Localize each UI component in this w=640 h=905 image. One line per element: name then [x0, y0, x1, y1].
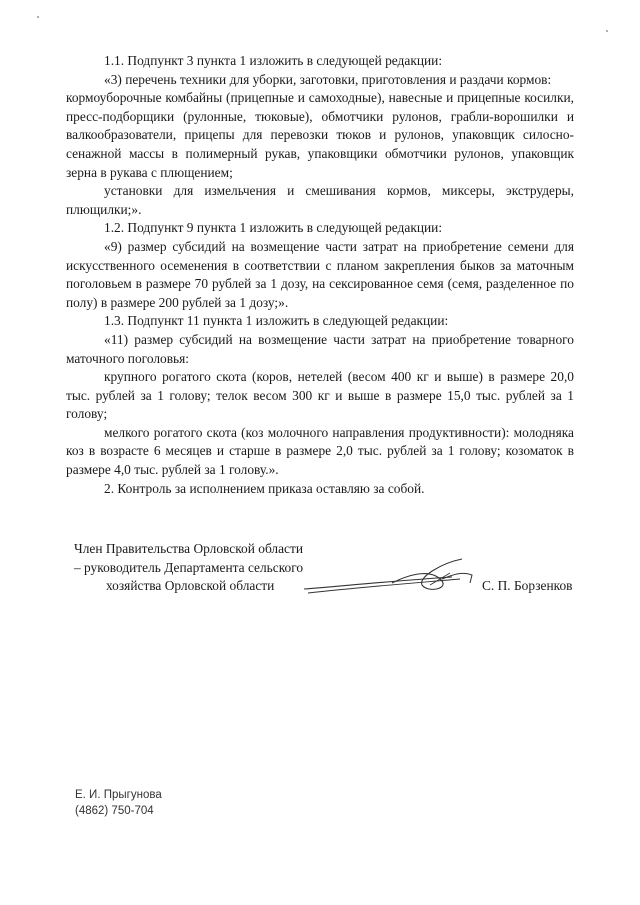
clause-1-3-heading: 1.3. Подпункт 11 пункта 1 изложить в следующей редакции: [104, 313, 449, 329]
scan-speck [606, 30, 608, 32]
signatory-title-line-2: – руководитель Департамента сельского [74, 559, 304, 575]
signatory-name: С. П. Борзенков [482, 578, 573, 594]
clause-2-control: 2. Контроль за исполнением приказа оставляю за собой. [104, 480, 425, 496]
executor-block [75, 787, 162, 819]
signature-block [74, 540, 594, 596]
scan-speck [37, 16, 39, 18]
signatory-title-line-3: хозяйства Орловской области [106, 578, 275, 594]
clause-1-3-cattle: крупного рогатого скота (коров, нетелей (весом 400 кг и выше) в размере 20,0 тыс. рублей за 1 голову; телок весом 300 кг и выше в размере 15,0 тыс. рублей за 1 голову; [66, 369, 574, 422]
clause-1-1-intro: «3) перечень техники для уборки, заготовки, приготовления и раздачи кормов: [104, 71, 552, 87]
signature-row [74, 577, 594, 596]
clause-1-1-equipment-list: кормоуборочные комбайны (прицепные и самоходные), навесные и прицепные косилки, пресс-подборщики (рулонные, тюковые), обмотчики рулонов, грабли-ворошилки и валкообразователи, прицепы для перевозки тюков и рулонов, упаковщик силосно-сенажной массы в полимерный рукав, упаковщики обмотчики рулонов, упаковщик зерна в рукава с плющением; [66, 90, 574, 180]
executor-name: Е. И. Прыгунова [75, 789, 162, 801]
clause-1-2-text: «9) размер субсидий на возмещение части затрат на приобретение семени для искусственного осеменения в соответствии с планом закрепления быков за маточным поголовьем в размере 70 рублей за 1 дозу, на сексированное семя (семя, разделенное по полу) в размере 200 рублей за 1 дозу;». [66, 238, 574, 310]
executor-phone: (4862) 750-704 [75, 805, 154, 817]
clause-1-1-installations: установки для измельчения и смешивания кормов, миксеры, экструдеры, плющилки;». [66, 183, 574, 217]
handwritten-signature [302, 555, 492, 605]
order-body [66, 52, 574, 498]
clause-1-1-heading: 1.1. Подпункт 3 пункта 1 изложить в следующей редакции: [104, 53, 443, 68]
signatory-title-line-1: Член Правительства Орловской области [74, 541, 304, 556]
clause-1-3-small-cattle: мелкого рогатого скота (коз молочного направления продуктивности): молодняка коз в возрасте 6 месяцев и старше в размере 2,0 тыс. рублей за 1 голову; козоматок в размере 4,0 тыс. рублей за 1 голову.». [66, 424, 574, 478]
clause-1-3-intro: «11) размер субсидий на возмещение части затрат на приобретение товарного маточного поголовья: [66, 331, 574, 366]
clause-1-2-heading: 1.2. Подпункт 9 пункта 1 изложить в следующей редакции: [104, 220, 443, 236]
